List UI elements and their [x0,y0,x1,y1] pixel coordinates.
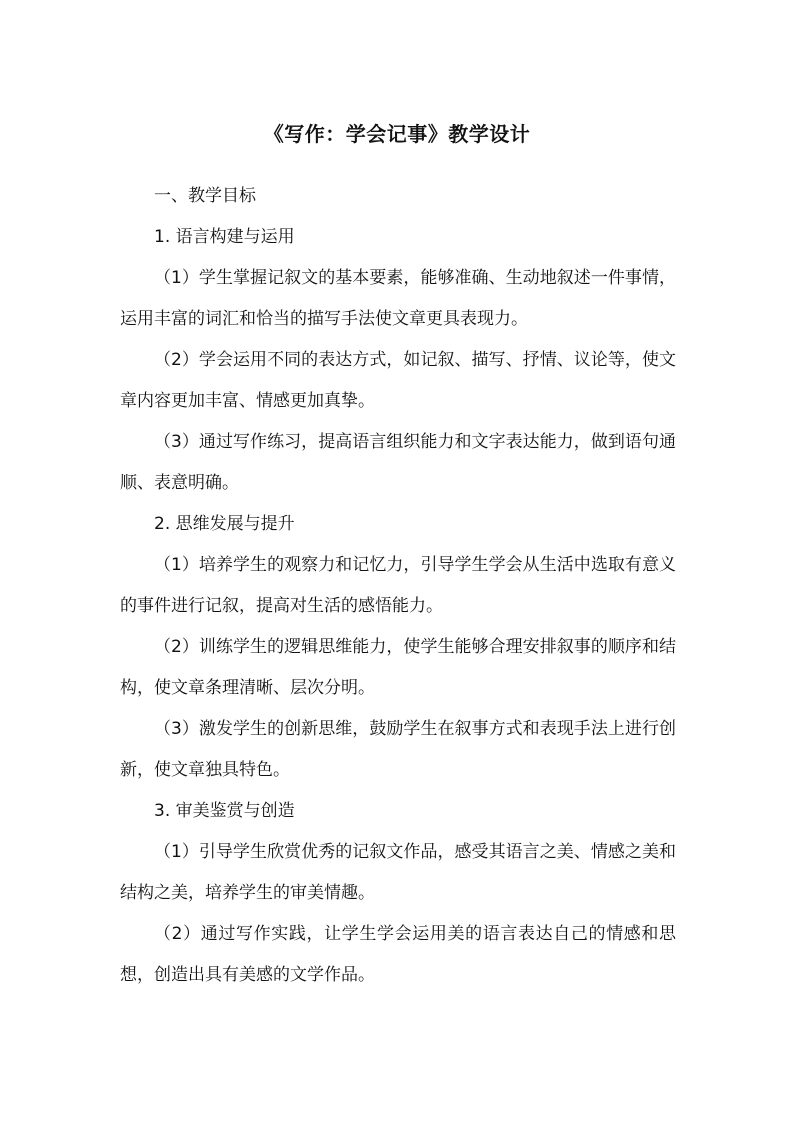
subsection-heading-language: 1. 语言构建与运用 [154,227,295,247]
paragraph: （1）引导学生欣赏优秀的记叙文作品，感受其语言之美、情感之美和结构之美，培养学生的审美情趣。 [120,842,676,903]
paragraph: （3）通过写作练习，提高语言组织能力和文字表达能力，做到语句通顺、表意明确。 [120,432,676,493]
paragraph: （1）学生掌握记叙文的基本要素，能够准确、生动地叙述一件事情，运用丰富的词汇和恰当的描写手法使文章更具表现力。 [120,268,676,329]
paragraph: （2）训练学生的逻辑思维能力，使学生能够合理安排叙事的顺序和结构，使文章条理清晰、层次分明。 [120,637,676,698]
paragraph: （1）培养学生的观察力和记忆力，引导学生学会从生活中选取有意义的事件进行记叙，提高对生活的感悟能力。 [120,555,676,616]
paragraph: （2）学会运用不同的表达方式，如记叙、描写、抒情、议论等，使文章内容更加丰富、情感更加真挚。 [120,350,676,411]
section-heading-teaching-goals: 一、教学目标 [154,186,256,206]
subsection-heading-thinking: 2. 思维发展与提升 [154,514,295,534]
paragraph: （2）通过写作实践，让学生学会运用美的语言表达自己的情感和思想，创造出具有美感的文学作品。 [120,924,676,985]
paragraph: （3）激发学生的创新思维，鼓励学生在叙事方式和表现手法上进行创新，使文章独具特色。 [120,719,676,780]
subsection-heading-aesthetics: 3. 审美鉴赏与创造 [154,801,295,821]
document-title: 《写作：学会记事》教学设计 [263,122,531,146]
document-body [120,176,676,996]
